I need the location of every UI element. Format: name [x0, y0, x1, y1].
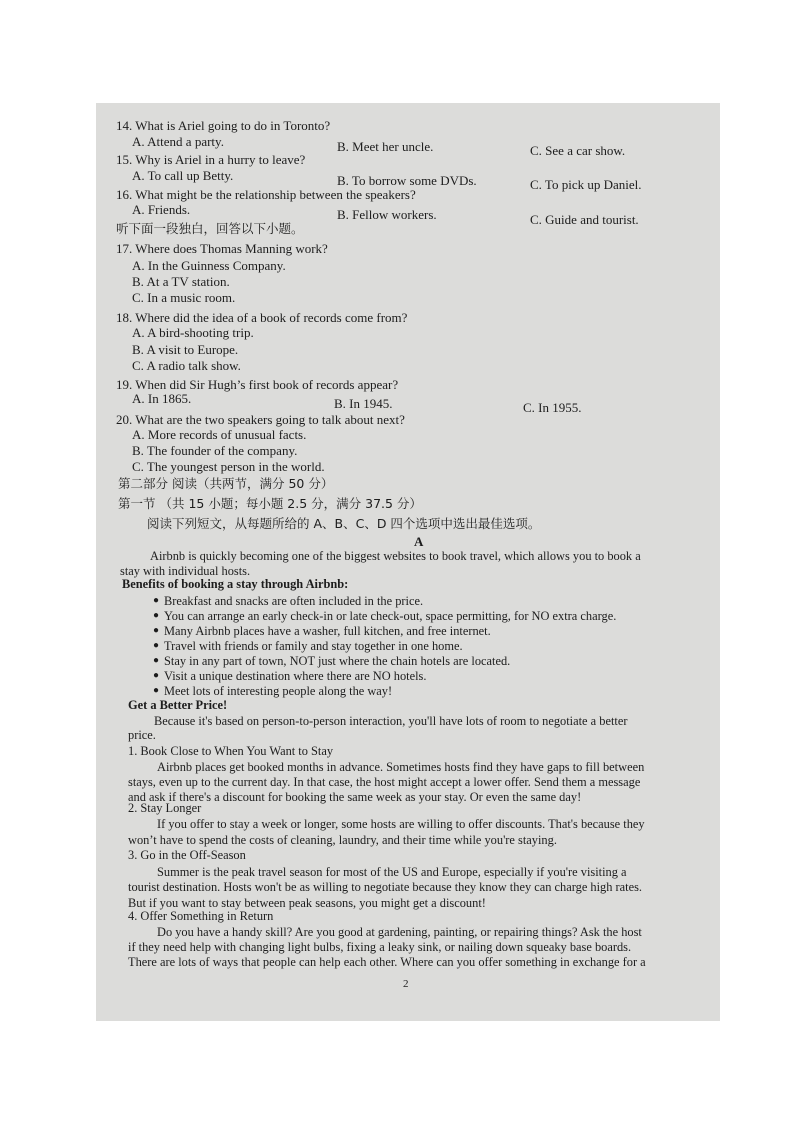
question-20-stem: 20. What are the two speakers going to talk about next? [116, 412, 405, 427]
bullet-icon: ● [153, 625, 160, 636]
tip-2-line: won’t have to spend the costs of cleaning, laundry, and their time while you're staying. [128, 833, 557, 847]
question-16-option-a: A. Friends. [132, 202, 191, 217]
tip-2-line: If you offer to stay a week or longer, some hosts are willing to offer discounts. That's because they [157, 817, 645, 831]
tip-2-title: 2. Stay Longer [128, 801, 202, 815]
question-19-option-a: A. In 1865. [132, 391, 192, 406]
tip-1-title: 1. Book Close to When You Want to Stay [128, 744, 334, 758]
tip-3-line: But if you want to stay between peak seasons, you might get a discount! [128, 896, 486, 910]
benefits-heading: Benefits of booking a stay through Airbnb: [122, 577, 349, 591]
reading-part-title: 第二部分 阅读（共两节，满分 50 分） [118, 476, 334, 491]
tip-1-line: and ask if there's a discount for booking the same week as your stay. Or even the same day! [128, 790, 582, 804]
question-18-option-c: C. A radio talk show. [132, 358, 241, 373]
tip-4-line: Do you have a handy skill? Are you good at gardening, painting, or repairing things? Ask the host [157, 925, 642, 939]
question-19-stem: 19. When did Sir Hugh’s first book of records appear? [116, 377, 399, 392]
bullet-icon: ● [153, 640, 160, 651]
price-intro-line-1: Because it's based on person-to-person interaction, you'll have lots of room to negotiate a better [154, 714, 628, 728]
tip-4-line: if they need help with changing light bulbs, fixing a leaky sink, or nailing down squeaky base boards. [128, 940, 632, 954]
price-intro-line-2: price. [128, 728, 156, 742]
question-18-stem: 18. Where did the idea of a book of records come from? [116, 310, 408, 325]
passage-label: A [414, 534, 424, 549]
question-15-option-c: C. To pick up Daniel. [530, 177, 642, 192]
question-15-stem: 15. Why is Ariel in a hurry to leave? [116, 152, 306, 167]
reading-section-title: 第一节 （共 15 小题；每小题 2.5 分，满分 37.5 分） [118, 496, 422, 511]
tip-1-line: stays, even up to the current day. In that case, the host might accept a lower offer. Send them a message [128, 775, 641, 789]
monologue-instruction: 听下面一段独白，回答以下小题。 [116, 221, 304, 236]
question-20-option-b: B. The founder of the company. [132, 443, 298, 458]
reading-instruction: 阅读下列短文，从每题所给的 A、B、C、D 四个选项中选出最佳选项。 [147, 516, 541, 531]
question-20-option-a: A. More records of unusual facts. [132, 427, 307, 442]
question-17-option-a: A. In the Guinness Company. [132, 258, 286, 273]
tip-4-title: 4. Offer Something in Return [128, 909, 274, 923]
question-15-option-b: B. To borrow some DVDs. [337, 173, 477, 188]
tip-4-line: There are lots of ways that people can help each other. Where can you offer something in exchange for a [128, 955, 646, 969]
tip-3-line: tourist destination. Hosts won't be as willing to negotiate because they know they can charge high rates. [128, 880, 643, 894]
question-16-option-b: B. Fellow workers. [337, 207, 437, 222]
benefit-item: Travel with friends or family and stay together in one home. [164, 639, 463, 653]
question-16-option-c: C. Guide and tourist. [530, 212, 639, 227]
benefit-item: Many Airbnb places have a washer, full kitchen, and free internet. [164, 624, 491, 638]
benefit-item: Breakfast and snacks are often included in the price. [164, 594, 424, 608]
question-17-option-c: C. In a music room. [132, 290, 236, 305]
question-14-option-c: C. See a car show. [530, 143, 626, 158]
exam-page [96, 103, 720, 1021]
bullet-icon: ● [153, 595, 160, 606]
benefit-item: Meet lots of interesting people along the way! [164, 684, 393, 698]
question-20-option-c: C. The youngest person in the world. [132, 459, 325, 474]
passage-intro-line-2: stay with individual hosts. [120, 564, 251, 578]
question-17-option-b: B. At a TV station. [132, 274, 230, 289]
benefit-item: Visit a unique destination where there are NO hotels. [164, 669, 427, 683]
bullet-icon: ● [153, 655, 160, 666]
question-18-option-a: A. A bird-shooting trip. [132, 325, 254, 340]
tip-3-line: Summer is the peak travel season for most of the US and Europe, especially if you're visiting a [157, 865, 627, 879]
question-14-option-a: A. Attend a party. [132, 134, 224, 149]
tip-3-title: 3. Go in the Off-Season [128, 848, 246, 862]
question-14-option-b: B. Meet her uncle. [337, 139, 434, 154]
bullet-icon: ● [153, 610, 160, 621]
question-18-option-b: B. A visit to Europe. [132, 342, 239, 357]
bullet-icon: ● [153, 685, 160, 696]
price-heading: Get a Better Price! [128, 698, 228, 712]
question-17-stem: 17. Where does Thomas Manning work? [116, 241, 328, 256]
bullet-icon: ● [153, 670, 160, 681]
benefit-item: Stay in any part of town, NOT just where the chain hotels are located. [164, 654, 511, 668]
question-14-stem: 14. What is Ariel going to do in Toronto? [116, 118, 331, 133]
question-15-option-a: A. To call up Betty. [132, 168, 234, 183]
page-number: 2 [403, 978, 409, 990]
passage-intro-line-1: Airbnb is quickly becoming one of the biggest websites to book travel, which allows you to book a [150, 549, 641, 563]
tip-1-line: Airbnb places get booked months in advance. Sometimes hosts find they have gaps to fill between [157, 760, 645, 774]
benefit-item: You can arrange an early check-in or late check-out, space permitting, for NO extra charge. [164, 609, 617, 623]
question-19-option-b: B. In 1945. [334, 396, 393, 411]
question-16-stem: 16. What might be the relationship between the speakers? [116, 187, 416, 202]
question-19-option-c: C. In 1955. [523, 400, 582, 415]
